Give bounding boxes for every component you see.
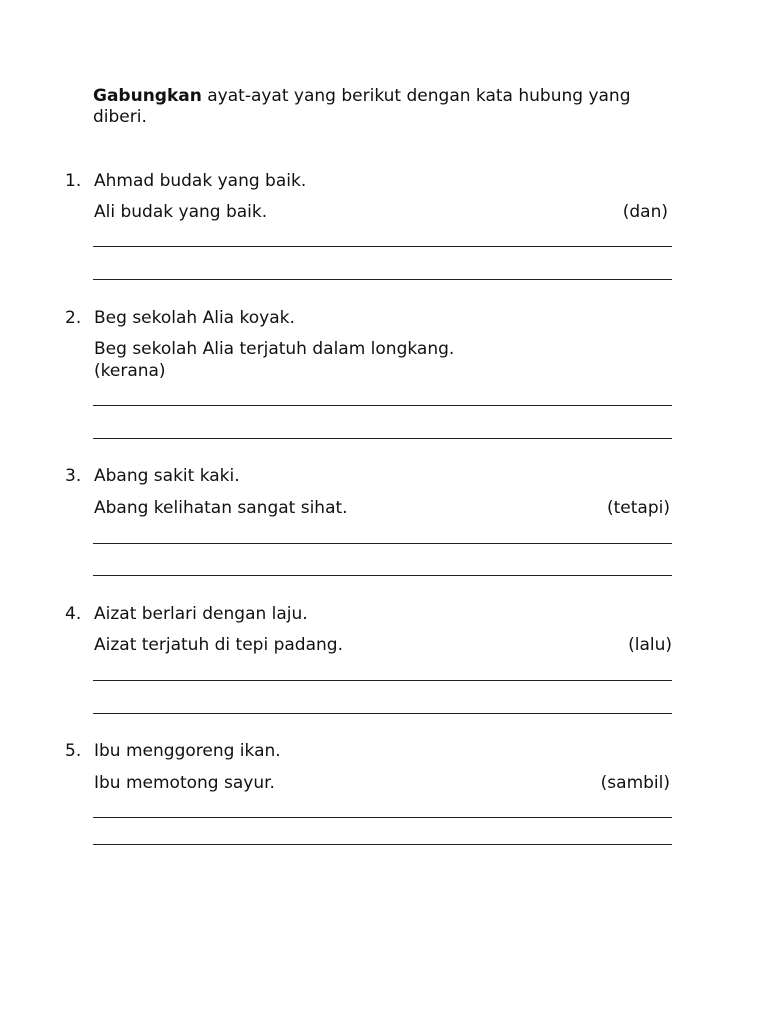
answer-line[interactable] [93, 680, 672, 681]
answer-line[interactable] [93, 438, 672, 439]
sentence-2: Aizat terjatuh di tepi padang. [94, 635, 343, 655]
question-number: 5. [65, 741, 82, 761]
conjunction-hint: (dan) [622, 202, 668, 222]
conjunction-hint: (tetapi) [607, 498, 670, 518]
sentence-2: Ali budak yang baik. [94, 202, 268, 222]
instruction-text: ayat-ayat yang berikut dengan kata hubung yang diberi. [93, 86, 631, 127]
sentence-2: Ibu memotong sayur. [94, 773, 275, 793]
question-number: 3. [65, 466, 82, 486]
sentence-1: Aizat berlari dengan laju. [94, 604, 308, 624]
sentence-2: Beg sekolah Alia terjatuh dalam longkang. [94, 339, 455, 359]
sentence-1: Ahmad budak yang baik. [94, 171, 307, 191]
sentence-1: Beg sekolah Alia koyak. [94, 308, 295, 328]
conjunction-hint: (lalu) [628, 635, 672, 655]
answer-line[interactable] [93, 817, 672, 818]
instruction [93, 86, 683, 128]
sentence-2: Abang kelihatan sangat sihat. [94, 498, 348, 518]
answer-line[interactable] [93, 575, 672, 576]
question-number: 2. [65, 308, 82, 328]
answer-line[interactable] [93, 844, 672, 845]
instruction-bold: Gabungkan [93, 86, 202, 106]
conjunction-hint: (sambil) [600, 773, 670, 793]
answer-line[interactable] [93, 246, 672, 247]
answer-line[interactable] [93, 713, 672, 714]
answer-line[interactable] [93, 543, 672, 544]
answer-line[interactable] [93, 405, 672, 406]
question-number: 1. [65, 171, 82, 191]
question-number: 4. [65, 604, 82, 624]
conjunction-hint: (kerana) [94, 361, 166, 381]
answer-line[interactable] [93, 279, 672, 280]
sentence-1: Abang sakit kaki. [94, 466, 240, 486]
sentence-1: Ibu menggoreng ikan. [94, 741, 281, 761]
